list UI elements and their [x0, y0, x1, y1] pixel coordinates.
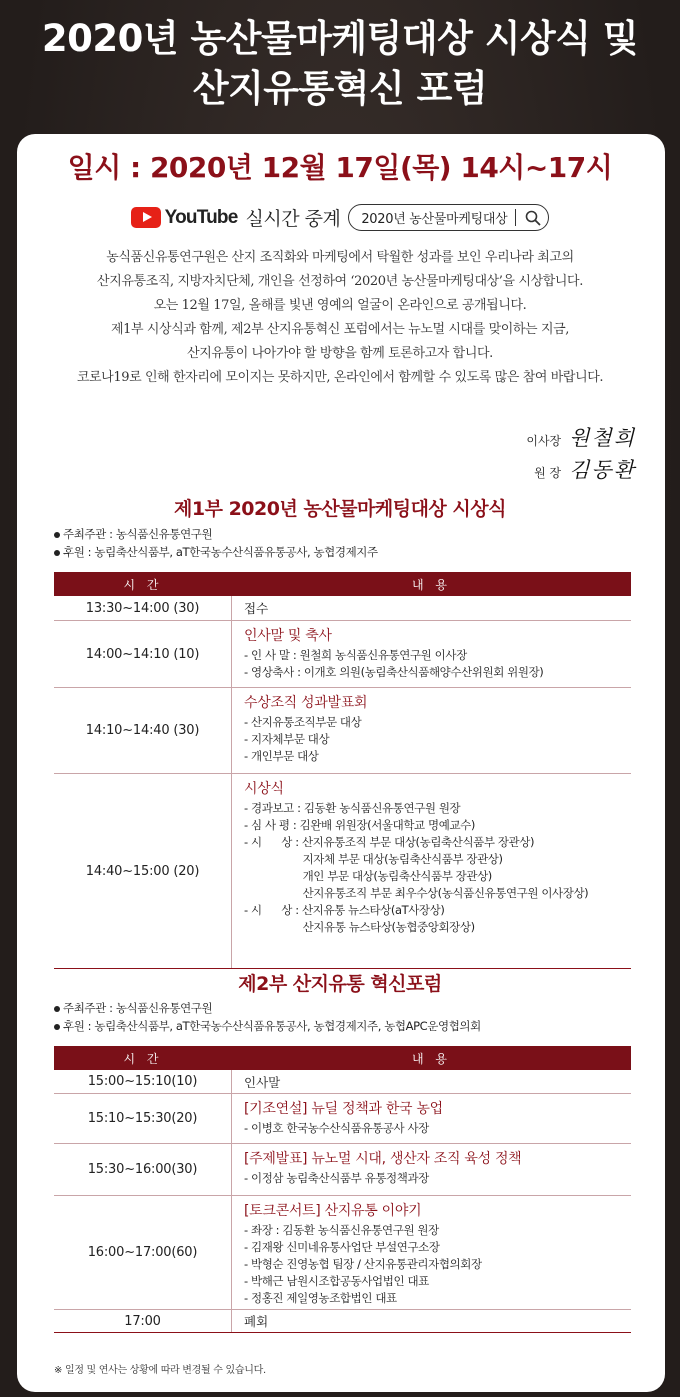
bullet-icon: [54, 532, 60, 538]
part1-schedule-table: [54, 572, 631, 969]
row-detail-line: - 이정삼 농림축산식품부 유통정책과장: [244, 1171, 429, 1185]
intro-line: 오는 12월 17일, 올해를 빛낸 영예의 얼굴이 온라인으로 공개됩니다.: [153, 298, 527, 313]
row-detail-line: - 시 상 : 산지유통 뉴스타상(aT사장상): [244, 903, 445, 917]
youtube-play-icon: [131, 207, 161, 228]
intro-line: 산지유통조직, 지방자치단체, 개인을 선정하여 ‘2020년 농산물마케팅대상’을 시상합니다.: [97, 274, 583, 289]
row-heading: [토크콘서트] 산지유통 이야기: [244, 1203, 422, 1219]
live-stream-label: 실시간 중계: [245, 208, 341, 230]
col-content-header: 내 용: [412, 1051, 451, 1066]
table-row: [54, 1143, 631, 1195]
row-detail-line: 지자체 부문 대상(농림축산식품부 장관상): [244, 852, 503, 866]
part1-organizer: 주최주관 : 농식품신유통연구원: [54, 525, 378, 543]
part2-organizer: 주최주관 : 농식품신유통연구원: [54, 999, 481, 1017]
page-title: [0, 14, 680, 114]
row-heading: [주제발표] 뉴노멀 시대, 생산자 조직 육성 정책: [244, 1151, 522, 1167]
row-time: 13:30~14:00 (30): [54, 596, 232, 620]
row-time: 15:30~16:00(30): [54, 1144, 232, 1195]
table-row: [54, 596, 631, 620]
part2-schedule-table: [54, 1046, 631, 1333]
row-time: 14:10~14:40 (30): [54, 688, 232, 773]
row-detail-line: - 좌장 : 김동환 농식품신유통연구원 원장: [244, 1223, 439, 1237]
row-content: [232, 774, 631, 968]
row-detail-line: - 김재왕 신미네유통사업단 부설연구소장: [244, 1240, 440, 1254]
bullet-icon: [54, 1006, 60, 1012]
search-icon[interactable]: [524, 209, 542, 227]
row-detail-line: - 인 사 말 : 원철희 농식품신유통연구원 이사장: [244, 648, 467, 662]
row-detail-line: - 박해근 남원시조합공동사업법인 대표: [244, 1274, 429, 1288]
row-content: [232, 1196, 631, 1309]
row-time: 14:00~14:10 (10): [54, 621, 232, 687]
row-detail-line: 산지유통조직 부문 최우수상(농식품신유통연구원 이사장상): [244, 886, 589, 900]
row-content: [232, 688, 631, 773]
part1-title: 제1부 2020년 농산물마케팅대상 시상식: [174, 498, 506, 520]
intro-line: 산지유통이 나아가야 할 방향을 함께 토론하고자 합니다.: [187, 346, 493, 361]
row-content: [232, 1094, 631, 1143]
row-detail-line: - 박형순 진영농협 팀장 / 산지유통관리자협의회장: [244, 1257, 482, 1271]
youtube-wordmark: YouTube: [164, 206, 238, 228]
title-line-2: 산지유통혁신 포럼: [192, 67, 488, 110]
row-heading: 수상조직 성과발표회: [244, 695, 368, 711]
event-date: 일시 : 2020년 12월 17일(목) 14시~17시: [67, 151, 613, 184]
row-detail-line: - 지자체부문 대상: [244, 732, 330, 746]
table-row: [54, 773, 631, 968]
row-content: 폐회: [244, 1314, 269, 1329]
table-row: [54, 1070, 631, 1093]
bullet-icon: [54, 1024, 60, 1030]
signature-role: 이사장: [526, 434, 562, 448]
row-time: 16:00~17:00(60): [54, 1196, 232, 1309]
part1-meta: [54, 525, 378, 561]
footnote: ※ 일정 및 연사는 상황에 따라 변경될 수 있습니다.: [54, 1365, 266, 1376]
youtube-banner: [0, 204, 680, 231]
intro-line: 제1부 시상식과 함께, 제2부 산지유통혁신 포럼에서는 뉴노멀 시대를 맞이하는 지금,: [110, 322, 569, 337]
table-row: [54, 1195, 631, 1309]
youtube-logo[interactable]: [131, 207, 238, 229]
part2-meta: [54, 999, 481, 1035]
table-row: [54, 1309, 631, 1332]
row-time: 15:00~15:10(10): [54, 1070, 232, 1093]
row-detail-line: - 경과보고 : 김동환 농식품신유통연구원 원장: [244, 801, 461, 815]
row-detail-line: - 산지유통조직부문 대상: [244, 715, 362, 729]
part2-sponsor: 후원 : 농림축산식품부, aT한국농수산식품유통공사, 농협경제지주, 농협APC운영협의회: [54, 1017, 481, 1035]
table-row: [54, 687, 631, 773]
table-header: [54, 1046, 631, 1070]
table-row: [54, 1093, 631, 1143]
row-content: 인사말: [244, 1074, 281, 1090]
row-detail-line: - 이병호 한국농수산식품유통공사 사장: [244, 1121, 429, 1135]
intro-line: 코로나19로 인해 한자리에 모이지는 못하지만, 온라인에서 함께할 수 있도록 많은 참여 바랍니다.: [76, 370, 604, 385]
row-content: [232, 621, 631, 687]
row-time: 14:40~15:00 (20): [54, 774, 232, 968]
row-detail-line: - 영상축사 : 이개호 의원(농림축산식품해양수산위원회 위원장): [244, 665, 544, 679]
intro-line: 농식품신유통연구원은 산지 조직화와 마케팅에서 탁월한 성과를 보인 우리나라 최고의: [106, 250, 574, 265]
row-heading: [기조연설] 뉴딜 정책과 한국 농업: [244, 1101, 443, 1117]
search-query: 2020년 농산물마케팅대상: [361, 212, 508, 227]
part1-sponsor: 후원 : 농림축산식품부, aT한국농수산식품유통공사, 농협경제지주: [54, 543, 378, 561]
row-detail-line: 산지유통 뉴스타상(농협중앙회장상): [244, 920, 475, 934]
signature-name: 김동환: [569, 458, 636, 482]
search-divider: [515, 209, 516, 226]
row-heading: 인사말 및 축사: [244, 628, 332, 644]
row-detail-line: - 정홍진 제일영농조합법인 대표: [244, 1291, 397, 1305]
row-heading: 시상식: [244, 781, 284, 797]
youtube-search-box[interactable]: [348, 204, 549, 231]
signature-name: 원철희: [569, 426, 636, 450]
signature-director: [534, 454, 636, 484]
title-line-1: 2020년 농산물마케팅대상 시상식 및: [41, 17, 639, 60]
col-time-header: 시 간: [123, 1051, 163, 1066]
row-detail-line: - 심 사 평 : 김완배 위원장(서울대학교 명예교수): [244, 818, 475, 832]
row-detail-line: - 개인부문 대상: [244, 749, 319, 763]
signature-chairman: [526, 422, 636, 452]
row-detail-line: - 시 상 : 산지유통조직 부문 대상(농림축산식품부 장관상): [244, 835, 535, 849]
row-content: [232, 1144, 631, 1195]
row-content: 접수: [244, 601, 269, 616]
table-header: [54, 572, 631, 596]
intro-text: [20, 246, 660, 390]
bullet-icon: [54, 550, 60, 556]
col-time-header: 시 간: [123, 577, 163, 592]
table-row: [54, 620, 631, 687]
row-time: 15:10~15:30(20): [54, 1094, 232, 1143]
part2-title: 제2부 산지유통 혁신포럼: [238, 973, 442, 995]
row-time: 17:00: [54, 1310, 232, 1332]
row-detail-line: 개인 부문 대상(농림축산식품부 장관상): [244, 869, 492, 883]
col-content-header: 내 용: [412, 577, 451, 592]
signature-role: 원 장: [534, 466, 562, 480]
